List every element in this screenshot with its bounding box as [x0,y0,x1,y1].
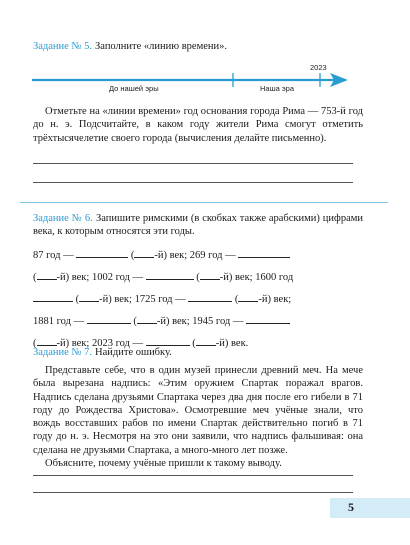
century-roman-blank[interactable] [87,314,131,324]
task7-heading [33,346,363,359]
century-arabic-blank[interactable] [137,314,157,324]
century-arabic-blank[interactable] [37,270,57,280]
task6-line-2: ( -й) век; 1002 год — ( -й) век; 1600 год [33,272,294,283]
century-arabic-blank[interactable] [134,248,154,258]
task5-body: Отметьте на «линии времени» год основания города Рима — 753-й год до н. э. Подсчитайте, в каком году жители Рима смогут отметить трёхтысячелетие своего города (вычисления делайте письменно). [33,106,363,144]
answer-line[interactable] [33,475,353,476]
century-arabic-blank[interactable] [37,336,57,346]
page-number: 5 [348,500,354,514]
century-arabic-blank[interactable] [79,292,99,302]
century-roman-blank[interactable] [238,248,290,258]
task7-title: Задание № 7. [33,347,92,358]
century-roman-blank[interactable] [76,248,128,258]
century-roman-blank[interactable] [33,292,73,302]
task7-body: Представьте себе, что в один музей принесли древний меч. На мече была вырезана надпись: «Этим оружием Спартак поражал врагов. Надпись сделана друзьями Спартака через два дня после его гибели в 71 году до Рождества Христова». Осмотревшие меч учёные знали, что вождь восставших рабов по имени Спартак действительно погиб в 71 году до н. э. Несмотря на это они заявили, что надпись фальшивая: она сделана не друзьями Спартака, а много-много лет позже. [33,365,363,456]
task7-question: Объясните, почему учёные пришли к такому выводу. [45,458,282,469]
timeline-year-label: 2023 [310,63,327,72]
task6-line-4: 1881 год — ( -й) век; 1945 год — [33,311,363,333]
timeline-ad-label: Наша эра [260,84,295,93]
task5-title: Задание № 5. [33,41,92,52]
century-roman-blank[interactable] [188,292,232,302]
century-arabic-blank[interactable] [200,270,220,280]
task6-line-1: 87 год — ( -й) век; 269 год — [33,245,363,267]
task5-heading [33,40,363,53]
century-roman-blank[interactable] [146,336,190,346]
answer-line[interactable] [33,492,353,493]
task6-heading [33,212,363,239]
task7-instruction: Найдите ошибку. [95,347,172,358]
task6-title: Задание № 6. [33,213,93,224]
task6-line-5: ( -й) век; 2023 год — ( -й) век. [33,338,249,349]
century-arabic-blank[interactable] [196,336,216,346]
timeline-bc-label: До нашей эры [109,84,159,93]
task5-instruction: Заполните «линию времени». [95,41,227,52]
century-roman-blank[interactable] [246,314,290,324]
century-roman-blank[interactable] [146,270,194,280]
answer-line[interactable] [33,163,353,164]
task6-exercise [33,245,363,355]
task6-frame-top [20,202,388,203]
page-number-box [330,498,410,518]
century-arabic-blank[interactable] [238,292,258,302]
task6-instruction: Запишите римскими (в скобках также арабскими) цифрами века, к которым относятся эти годы. [33,213,363,238]
answer-line[interactable] [33,182,353,183]
task6-line-3: ( -й) век; 1725 год — ( -й) век; [33,289,363,311]
